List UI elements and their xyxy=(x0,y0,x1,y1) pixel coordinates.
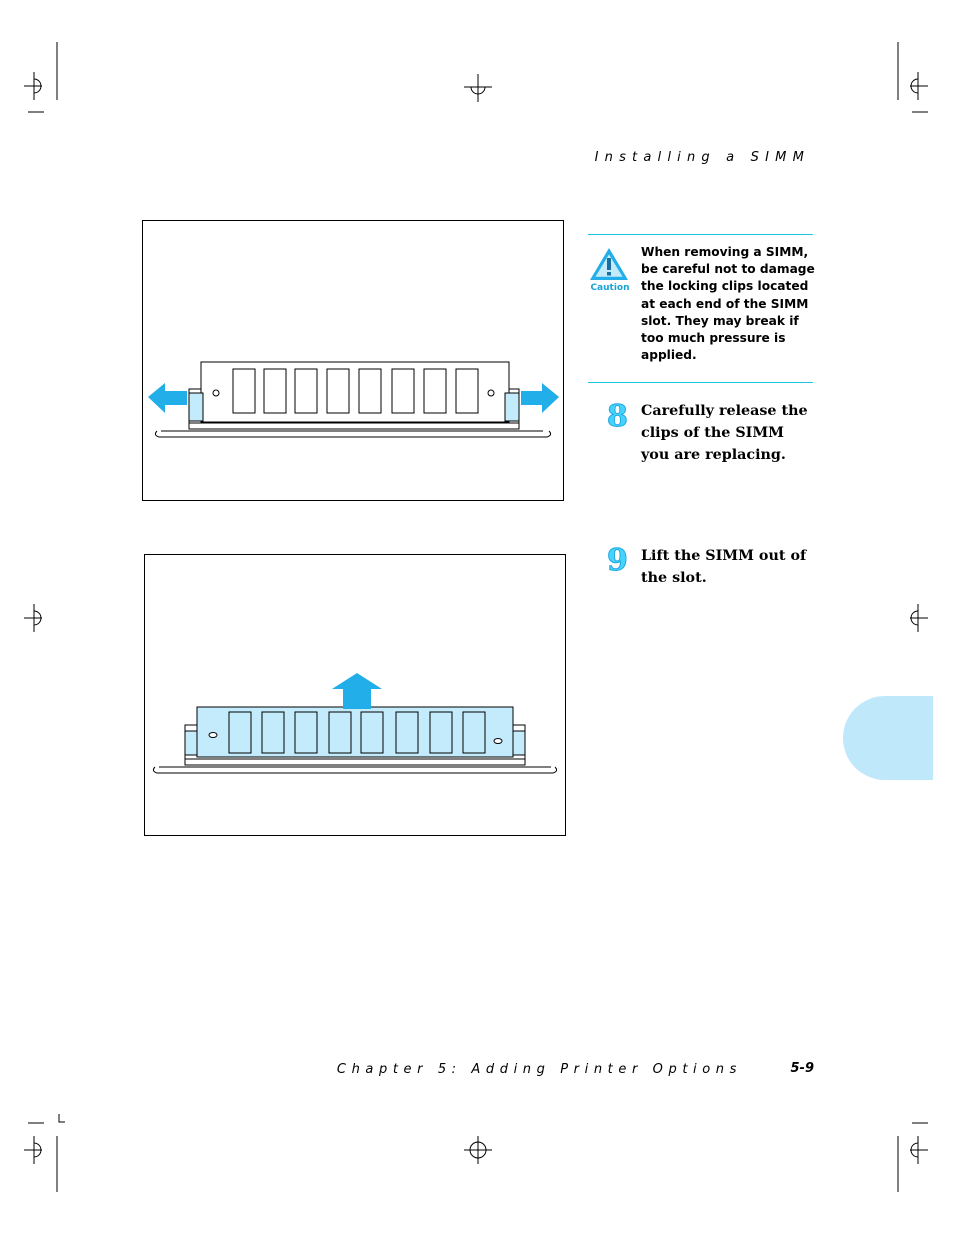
warning-triangle-icon xyxy=(588,245,632,285)
step-text-8: Carefully release the clips of the SIMM you are replacing. xyxy=(641,403,808,463)
page-number: 5-9 xyxy=(790,1061,814,1076)
caution-bottom-rule xyxy=(588,382,813,383)
caution-text: When removing a SIMM, be careful not to damage the locking clips located at each end of the SIMM slot. They may break if too much pressure is applied. xyxy=(641,245,815,363)
chapter-thumb-tab xyxy=(843,696,933,780)
step-text-9: Lift the SIMM out of the slot. xyxy=(641,548,807,586)
step-number-9: 9 xyxy=(607,543,628,578)
step-number-8: 8 xyxy=(607,399,628,434)
caution-top-rule xyxy=(588,234,813,235)
footer-chapter-title: Chapter 5: Adding Printer Options xyxy=(336,1062,742,1077)
figure-release-clips xyxy=(142,220,564,501)
arrow-up-icon xyxy=(145,555,565,835)
caution-label: Caution xyxy=(590,283,630,293)
figure-lift-simm xyxy=(144,554,566,836)
arrow-left-right-icon xyxy=(143,221,563,500)
running-header: Installing a SIMM xyxy=(594,150,810,165)
